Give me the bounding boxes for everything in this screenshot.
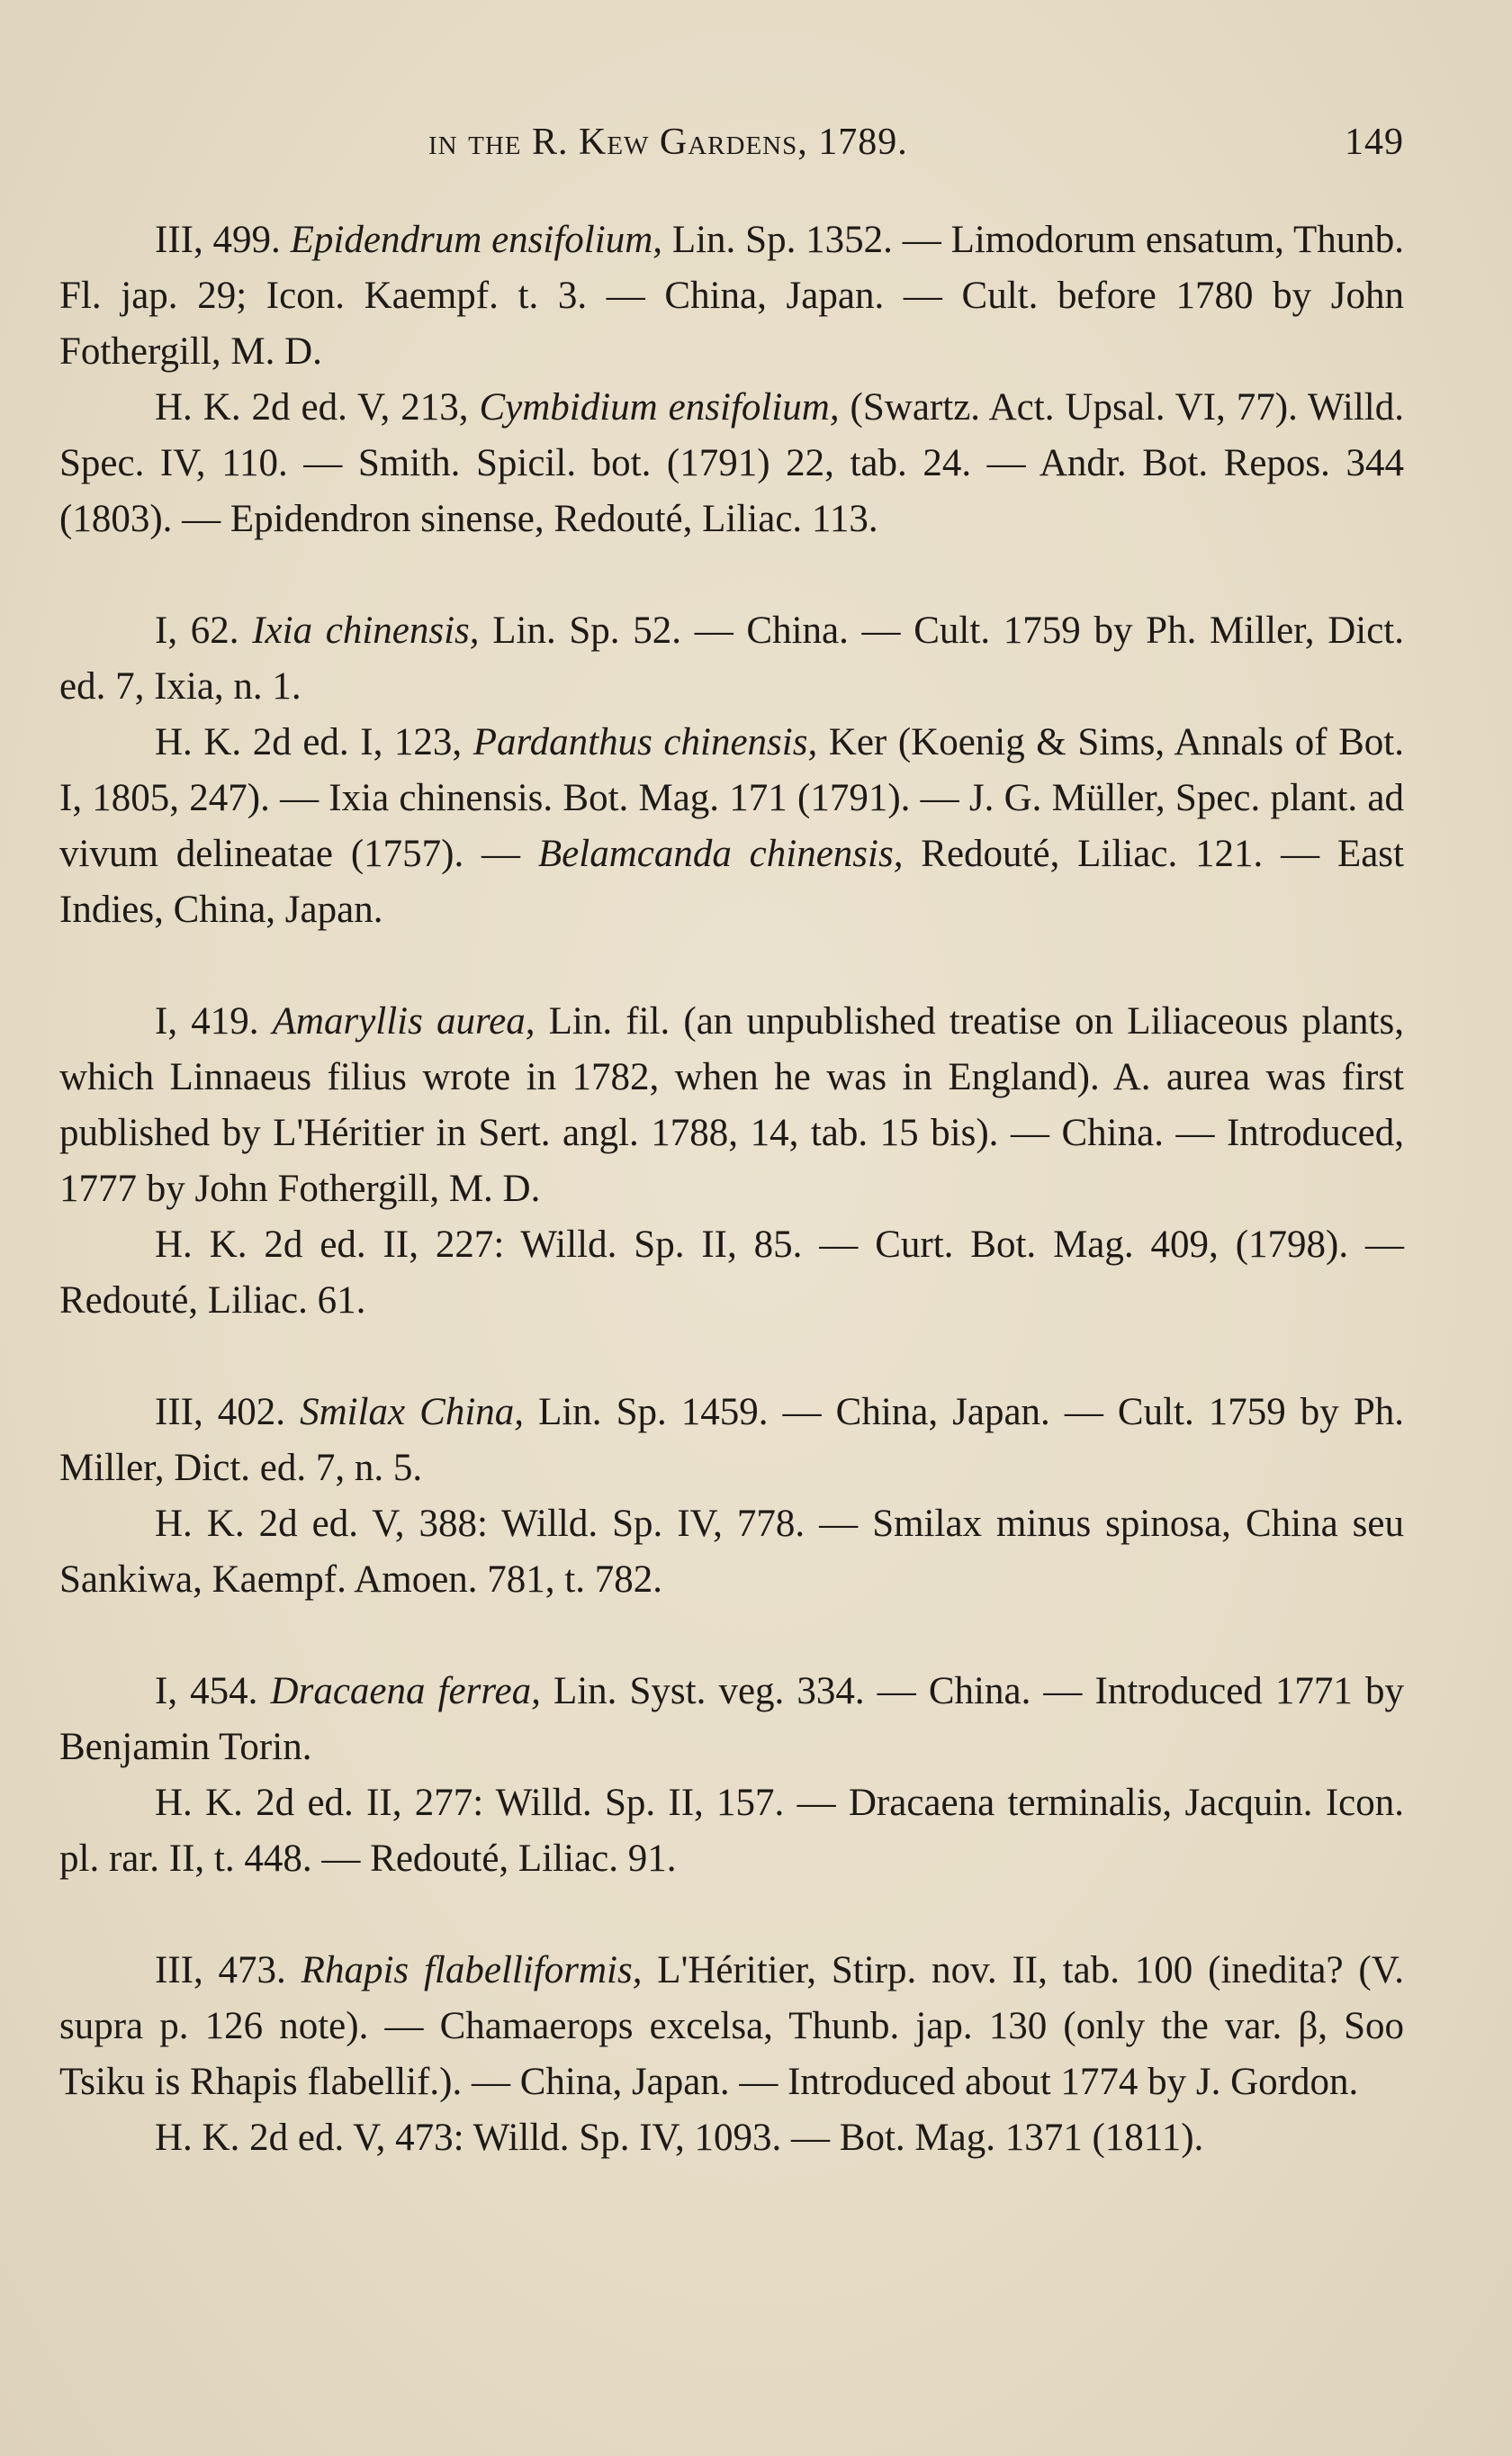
entry-paragraph bbox=[59, 994, 1404, 1217]
species-name: Ixia chinensis, bbox=[252, 609, 480, 652]
entry-text: Lin. Sp. 1352. — Limodorum ensatum, Thunb. Fl. jap. 29; Icon. Kaempf. t. 3. — China, Japan. — Cult. before 1780 by John Fothergill, M. D. bbox=[59, 219, 1404, 373]
hortus-kewensis-paragraph bbox=[59, 1217, 1404, 1329]
running-title-year: , 1789. bbox=[797, 122, 908, 163]
running-head bbox=[59, 121, 1404, 171]
entry-ref: III, 499. bbox=[155, 219, 291, 261]
page-number: 149 bbox=[1345, 122, 1404, 163]
entry-paragraph bbox=[59, 603, 1404, 715]
species-name: Rhapis flabelliformis, bbox=[301, 1949, 643, 1991]
hk-species-name: Cymbidium ensifolium, bbox=[479, 386, 840, 429]
species-name: Dracaena ferrea, bbox=[270, 1670, 541, 1712]
entry-paragraph bbox=[59, 1943, 1404, 2110]
entry-paragraph bbox=[59, 1664, 1404, 1775]
entry-amaryllis bbox=[59, 994, 1404, 1329]
page-body bbox=[59, 212, 1404, 2222]
entry-rhapis bbox=[59, 1943, 1404, 2166]
hk-prefix: H. K. 2d ed. V, 388: Willd. Sp. IV, 778. — Smilax minus spinosa, China seu Sankiwa, Kaempf. Amoen. 781, t. 782. bbox=[59, 1503, 1404, 1601]
entry-text: Lin. fil. (an unpublished treatise on Liliaceous plants, which Linnaeus filius wrote in 1782, when he was in England). A. aurea was first published by L'Héritier in Sert. angl. 1788, 14, tab. 15 bis). — China. — Introduced, 1777 by John Fothergill, M. D. bbox=[59, 1000, 1404, 1210]
hk-prefix: H. K. 2d ed. V, 473: Willd. Sp. IV, 1093. — Bot. Mag. 1371 (1811). bbox=[155, 2117, 1204, 2159]
entry-ref: I, 62. bbox=[155, 609, 253, 652]
running-title bbox=[428, 121, 908, 164]
hortus-kewensis-paragraph bbox=[59, 715, 1404, 938]
hk-prefix: H. K. 2d ed. II, 277: Willd. Sp. II, 157. — Dracaena terminalis, Jacquin. Icon. pl. rar. II, t. 448. — Redouté, Liliac. 91. bbox=[59, 1782, 1404, 1880]
entry-epidendrum bbox=[59, 212, 1404, 547]
species-name: Epidendrum ensifolium, bbox=[290, 219, 662, 261]
hk-species-name-2: Belamcanda chinensis, bbox=[537, 833, 904, 875]
entry-text: L'Héritier, Stirp. nov. II, tab. 100 (inedita? (V. supra p. 126 note). — Chamaerops excelsa, Thunb. jap. 130 (only the var. β, Soo Tsiku is Rhapis flabellif.). — China, Japan. — Introduced about 1774 by J. Gordon. bbox=[59, 1949, 1404, 2103]
entry-ref: III, 473. bbox=[155, 1949, 302, 1991]
hortus-kewensis-paragraph bbox=[59, 1775, 1404, 1887]
hortus-kewensis-paragraph bbox=[59, 1496, 1404, 1608]
entry-ref: I, 454. bbox=[155, 1670, 271, 1712]
species-name: Amaryllis aurea, bbox=[272, 1000, 536, 1043]
entry-ref: III, 402. bbox=[155, 1391, 301, 1433]
hk-prefix: H. K. 2d ed. V, 213, bbox=[155, 386, 480, 429]
entry-paragraph bbox=[59, 1385, 1404, 1496]
hk-prefix: H. K. 2d ed. II, 227: Willd. Sp. II, 85. — Curt. Bot. Mag. 409, (1798). — Redouté, Liliac. 61. bbox=[59, 1223, 1404, 1322]
entry-dracaena bbox=[59, 1664, 1404, 1887]
hortus-kewensis-paragraph bbox=[59, 380, 1404, 547]
entry-text: Lin. Syst. veg. 334. — China. — Introduced 1771 by Benjamin Torin. bbox=[59, 1670, 1404, 1768]
entry-ref: I, 419. bbox=[155, 1000, 273, 1043]
hk-species-name: Pardanthus chinensis, bbox=[472, 721, 818, 763]
hk-prefix: H. K. 2d ed. I, 123, bbox=[155, 721, 473, 763]
hk-text: (Swartz. Act. Upsal. VI, 77). Willd. Spec. IV, 110. — Smith. Spicil. bot. (1791) 22, tab. 24. — Andr. Bot. Repos. 344 (1803). — Epidendron sinense, Redouté, Liliac. 113. bbox=[59, 386, 1404, 540]
entry-text: Lin. Sp. 1459. — China, Japan. — Cult. 1759 by Ph. Miller, Dict. ed. 7, n. 5. bbox=[59, 1391, 1405, 1489]
hk-text: Ker (Koenig & Sims, Annals of Bot. I, 1805, 247). — Ixia chinensis. Bot. Mag. 171 (1791). — J. G. Müller, Spec. plant. ad vivum delineatae (1757). — bbox=[59, 721, 1405, 875]
entry-text: Lin. Sp. 52. — China. — Cult. 1759 by Ph. Miller, Dict. ed. 7, Ixia, n. 1. bbox=[59, 609, 1404, 708]
hk-text-2: Redouté, Liliac. 121. — East Indies, China, Japan. bbox=[59, 833, 1404, 931]
hortus-kewensis-paragraph bbox=[59, 2110, 1404, 2166]
entry-smilax bbox=[59, 1385, 1404, 1608]
entry-ixia bbox=[59, 603, 1404, 938]
running-title-prefix: in the R. Kew Gardens bbox=[428, 122, 798, 163]
entry-paragraph bbox=[59, 212, 1404, 380]
species-name: Smilax China, bbox=[300, 1391, 525, 1433]
